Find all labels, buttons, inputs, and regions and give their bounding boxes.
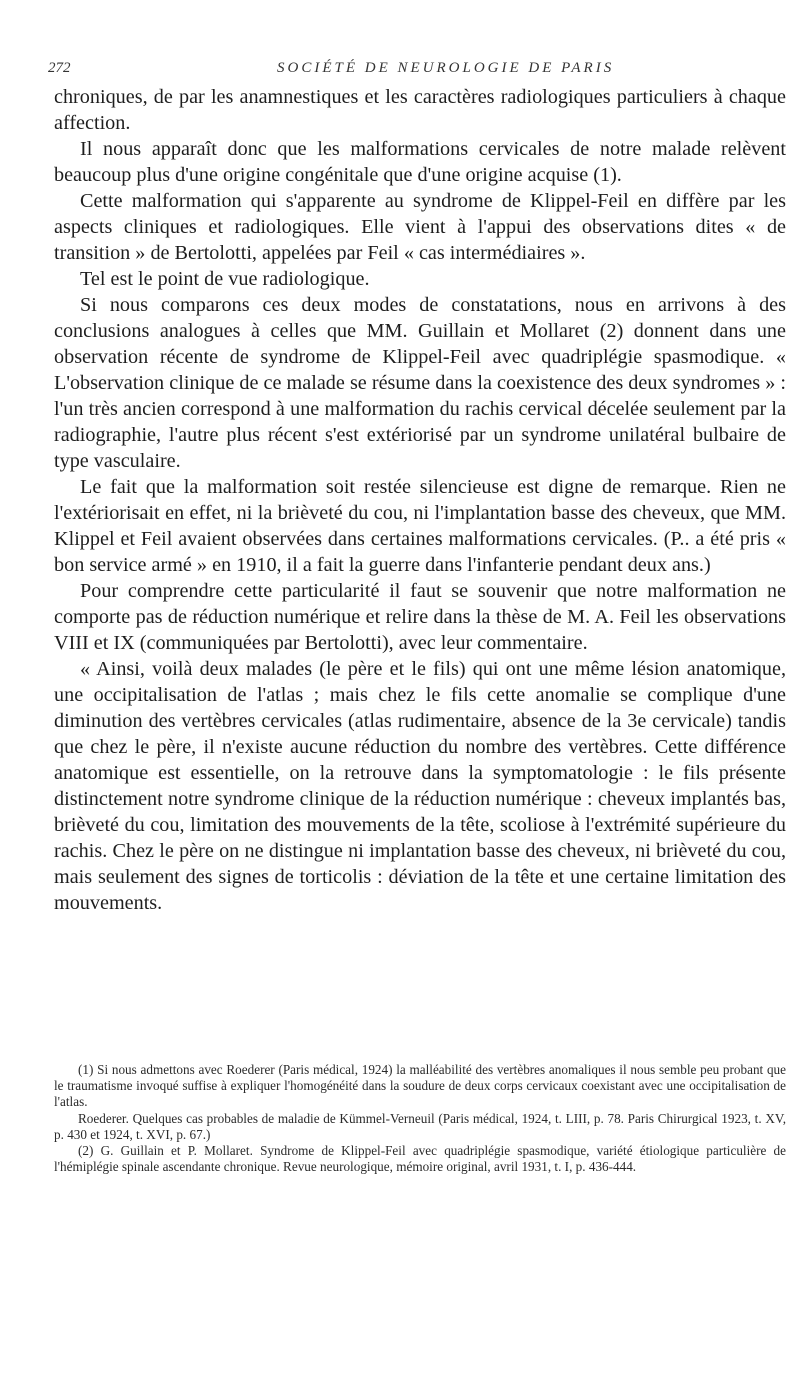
paragraph: Pour comprendre cette particularité il faut se souvenir que notre malformation ne comporte pas de réduction numérique et relire dans la thèse de M. A. Feil les observations VIII et IX (communiquées par Bertolotti), avec leur commentaire. xyxy=(54,580,786,654)
paragraph: Il nous apparaît donc que les malformations cervicales de notre malade relèvent beaucoup plus d'une origine congénitale que d'une origine acquise (1). xyxy=(54,138,786,186)
paragraph: « Ainsi, voilà deux malades (le père et le fils) qui ont une même lésion anatomique, une occipitalisation de l'atlas ; mais chez le fils cette anomalie se complique d'une diminution des vertèbres cervicales (atlas rudimentaire, absence de la 3e cervicale) tandis que chez le père, il n'existe aucune réduction du nombre des vertèbres. Cette différence anatomique est essentielle, on la retrouve dans la symptomatologie : le fils présente distinctement notre syndrome clinique de la réduction numérique : cheveux implantés bas, brièveté du cou, limitation des mouvements de la tête, scoliose à l'extrémité supérieure du rachis. Chez le père on ne distingue ni implantation basse des cheveux, ni brièveté du cou, mais seulement des signes de torticolis : déviation de la tête et une certaine limitation des mouvements. xyxy=(54,658,786,914)
paragraph: Cette malformation qui s'apparente au syndrome de Klippel-Feil en diffère par les aspects cliniques et radiologiques. Elle vient à l'appui des observations dites « de transition » de Bertolotti, appelées par Feil « cas intermédiaires ». xyxy=(54,190,786,264)
footnote: (1) Si nous admettons avec Roederer (Paris médical, 1924) la malléabilité des vertèbres anomaliques il nous semble peu probant que le traumatisme invoqué suffise à expliquer l'homogénéité dans la soudure de deux corps cervicaux coexistant avec une occipitalisation de l'atlas. xyxy=(54,1062,786,1110)
footnote: Roederer. Quelques cas probables de maladie de Kümmel-Verneuil (Paris médical, 1924, t. LIII, p. 78. Paris Chirurgical 1923, t. XV, p. 430 et 1924, t. XVI, p. 67.) xyxy=(54,1110,786,1142)
paragraph: Tel est le point de vue radiologique. xyxy=(80,268,370,290)
footnotes xyxy=(54,1062,786,1175)
paragraph: Si nous comparons ces deux modes de constatations, nous en arrivons à des conclusions analogues à celles que MM. Guillain et Mollaret (2) donnent dans une observation récente de syndrome de Klippel-Feil avec quadriplégie spasmodique. « L'observation clinique de ce malade se résume dans la coexistence des deux syndromes » : l'un très ancien correspond à une malformation du rachis cervical décelée seulement par la radiographie, l'autre plus récent s'est extériorisé par un syndrome unilatéral bulbaire de type vasculaire. xyxy=(54,294,786,472)
body-text xyxy=(54,84,786,916)
footnote: (2) G. Guillain et P. Mollaret. Syndrome de Klippel-Feil avec quadriplégie spasmodique, variété étiologique particulière de l'hémiplégie spinale ascendante chronique. Revue neurologique, mémoire original, avril 1931, t. I, p. 436-444. xyxy=(54,1143,786,1175)
running-title: SOCIÉTÉ DE NEUROLOGIE DE PARIS xyxy=(277,60,615,76)
paragraph: chroniques, de par les anamnestiques et les caractères radiologiques particuliers à chaque affection. xyxy=(54,86,786,134)
page-number: 272 xyxy=(48,60,71,76)
paragraph: Le fait que la malformation soit restée silencieuse est digne de remarque. Rien ne l'extériorisait en effet, ni la brièveté du cou, ni l'implantation basse des cheveux, que MM. Klippel et Feil avaient observées dans certaines malformations cervicales. (P.. a été pris « bon service armé » en 1910, il a fait la guerre dans l'infanterie pendant deux ans.) xyxy=(54,476,786,576)
